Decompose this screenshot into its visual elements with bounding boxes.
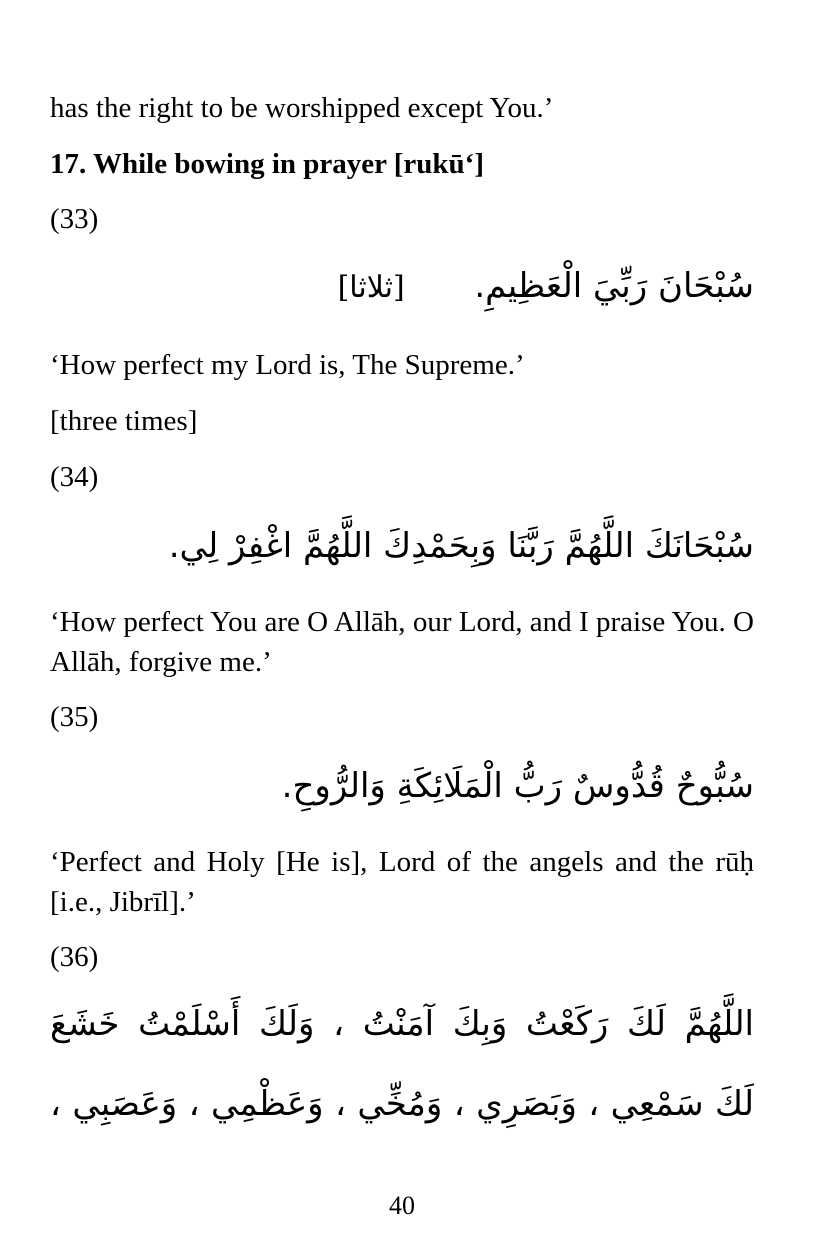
entry-number-33: (33) [50,203,99,235]
arabic-supplication-35: سُبُّوحٌ قُدُّوسٌ رَبُّ الْمَلَائِكَةِ وَالرُّوحِ. [281,766,754,806]
entry-number-36: (36) [50,941,99,973]
arabic-supplication-36-line2: لَكَ سَمْعِي ، وَبَصَرِي ، وَمُخِّي ، وَعَظْمِي ، وَعَصَبِي ، [50,1084,754,1124]
entry-number-34: (34) [50,461,99,493]
arabic-note-thrice: [ثلاثا] [337,270,405,305]
section-heading: 17. While bowing in prayer [rukū‘] [50,148,484,180]
arabic-supplication-34: سُبْحَانَكَ اللَّهُمَّ رَبَّنَا وَبِحَمْدِكَ اللَّهُمَّ اغْفِرْ لِي. [168,526,754,566]
document-page [50,0,754,1256]
continuation-text: has the right to be worshipped except You.’ [50,92,554,124]
translation-35: ‘Perfect and Holy [He is], Lord of the angels and the rūḥ [i.e., Jibrīl].’ [50,846,754,918]
arabic-text-33: سُبْحَانَ رَبِّيَ الْعَظِيمِ. [474,266,754,306]
translation-34: ‘How perfect You are O Allāh, our Lord, and I praise You. O Allāh, forgive me.’ [50,606,754,678]
arabic-supplication-33 [50,258,754,316]
note-three-times: [three times] [50,405,198,437]
entry-number-35: (35) [50,701,99,733]
page-number: 40 [389,1191,415,1220]
arabic-supplication-36-line1: اللَّهُمَّ لَكَ رَكَعْتُ وَبِكَ آمَنْتُ ، وَلَكَ أَسْلَمْتُ خَشَعَ [50,1004,754,1044]
translation-33: ‘How perfect my Lord is, The Supreme.’ [50,349,525,381]
